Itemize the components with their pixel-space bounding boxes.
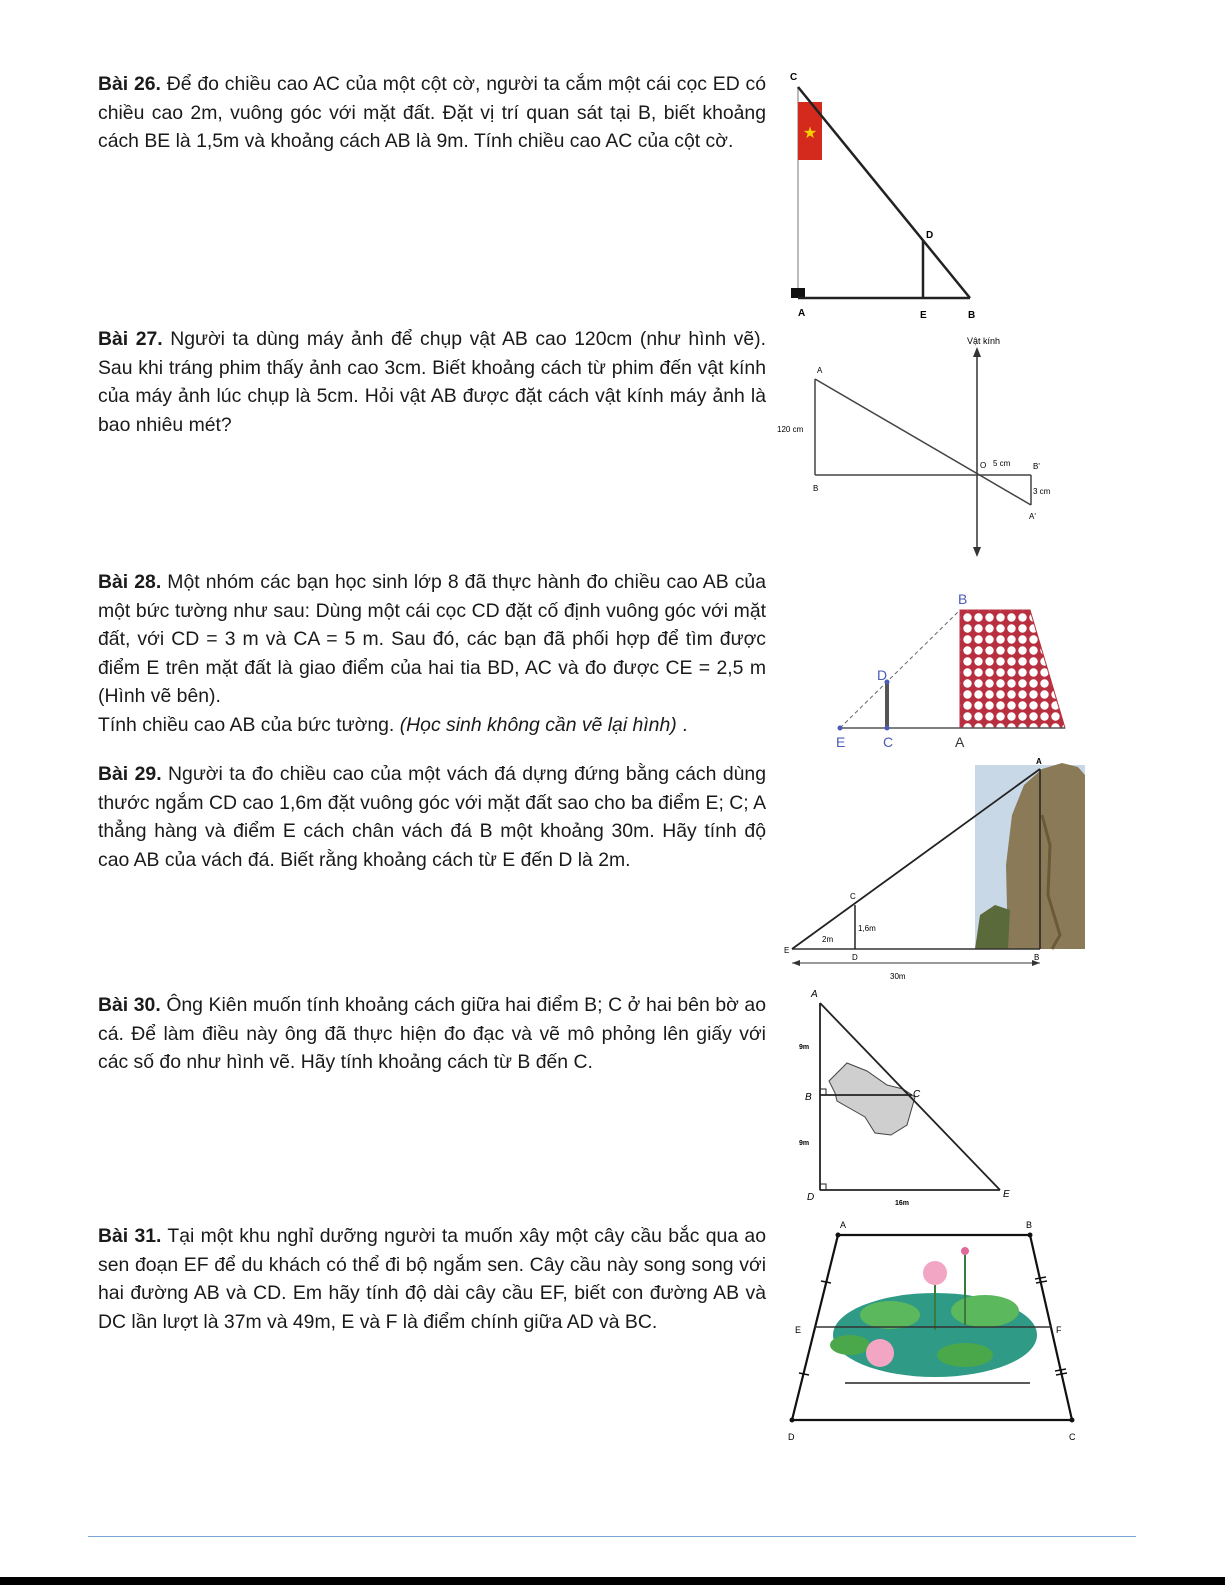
label-9m-bottom: 9m — [799, 1140, 810, 1147]
figure-wall — [830, 590, 1080, 750]
lotus-bud — [961, 1247, 969, 1255]
problem-30 — [98, 991, 766, 1077]
lotus-leaf — [951, 1295, 1019, 1327]
figure-fishpond — [795, 985, 1025, 1210]
tick-fc-1 — [1055, 1369, 1066, 1371]
lotus-flower — [866, 1339, 894, 1367]
label-b: B — [813, 484, 819, 493]
problem-end: . — [682, 713, 688, 736]
label-a: A — [817, 366, 823, 375]
label-30m: 30m — [890, 972, 906, 981]
flag-star-icon: ★ — [802, 125, 818, 142]
label-b: B — [968, 310, 976, 321]
bottom-edge — [0, 1577, 1225, 1585]
label-e: E — [920, 310, 927, 321]
problem-number: Bài 31. — [98, 1225, 162, 1247]
label-a2: A' — [1029, 512, 1036, 521]
point-a — [836, 1233, 841, 1238]
label-1-6m: 1,6m — [858, 924, 876, 933]
sight-line — [798, 87, 970, 298]
problem-text: Ông Kiên muốn tính khoảng cách giữa hai điểm B; C ở hai bên bờ ao cá. Để làm điều này ông đã thực hiện đo đạc và vẽ mô phỏng lên giấy với các số đo như hình vẽ. Hãy tính khoảng cách từ B đến C. — [98, 994, 767, 1073]
figure-cliff — [780, 755, 1085, 990]
lotus-leaf — [830, 1335, 870, 1355]
footer-divider — [88, 1536, 1136, 1537]
label-b: B — [1034, 953, 1040, 962]
figure-lotus-pond — [780, 1215, 1090, 1450]
tick-fc-2 — [1056, 1373, 1067, 1375]
label-f: F — [1056, 1325, 1062, 1335]
problem-number: Bài 26. — [98, 73, 161, 95]
label-o: O — [980, 461, 987, 470]
label-d: D — [852, 953, 858, 962]
ray-eb — [840, 610, 960, 728]
label-5cm: 5 cm — [993, 459, 1011, 468]
label-d: D — [788, 1432, 795, 1442]
label-d: D — [926, 230, 934, 241]
problem-number: Bài 29. — [98, 763, 162, 785]
label-a: A — [955, 734, 965, 750]
problem-number: Bài 27. — [98, 328, 163, 350]
label-a: A — [1036, 757, 1042, 766]
label-e: E — [795, 1325, 802, 1335]
label-e: E — [1003, 1189, 1010, 1200]
point-b — [1028, 1233, 1033, 1238]
label-c: C — [790, 72, 798, 83]
label-c: C — [913, 1089, 921, 1100]
label-a: A — [811, 989, 818, 1000]
label-lens: Vật kính — [967, 336, 1001, 346]
label-d: D — [807, 1192, 815, 1203]
pond-shape — [829, 1063, 915, 1135]
problem-28 — [98, 568, 766, 739]
problem-question: Tính chiều cao AB của bức tường. — [98, 713, 395, 736]
label-d: D — [877, 667, 888, 683]
label-c: C — [850, 892, 856, 901]
label-b2: B' — [1033, 462, 1040, 471]
label-e: E — [836, 734, 846, 750]
arrow-left-icon — [792, 960, 800, 966]
label-c: C — [1069, 1432, 1076, 1442]
problem-27 — [98, 325, 766, 439]
problem-text: Tại một khu nghỉ dưỡng người ta muốn xây một cây cầu bắc qua ao sen đoạn EF để du khách có thể đi bộ ngắm sen. Cây cầu này song song với hai đường AB và CD. Em hãy tính độ dài cây cầu EF, biết con đường AB và DC lần lượt là 37m và 49m, E và F là điểm chính giữa AD và BC. — [98, 1225, 766, 1333]
right-angle-d — [820, 1184, 826, 1190]
point-e — [838, 726, 843, 731]
lotus-leaf — [937, 1343, 993, 1367]
problem-number: Bài 30. — [98, 994, 161, 1016]
tick-bf-2 — [1036, 1281, 1047, 1283]
wall-ab — [960, 610, 1065, 728]
problem-text: Người ta đo chiều cao của một vách đá dựng đứng bằng cách dùng thước ngắm CD cao 1,6m đặt vuông góc với mặt đất sao cho ba điểm E; C; A thẳng hàng và điểm E cách chân vách đá B một khoảng 30m. Hãy tính độ cao AB của vách đá. Biết rằng khoảng cách từ E đến D là 2m. — [98, 763, 766, 871]
label-b: B — [1026, 1220, 1033, 1230]
label-120cm: 120 cm — [777, 425, 804, 434]
problem-number: Bài 28. — [98, 571, 162, 593]
label-9m-top: 9m — [799, 1044, 810, 1051]
point-c — [1070, 1418, 1075, 1423]
problem-29 — [98, 760, 766, 874]
label-b: B — [805, 1092, 812, 1103]
problem-text: Một nhóm các bạn học sinh lớp 8 đã thực hành đo chiều cao AB của một bức tường như sau: Dùng một cái cọc CD đặt cố định vuông góc với mặt đất, với CD = 3 m và CA = 5 m. Sau đó, các bạn đã phối hợp để tìm được điểm E trên mặt đất là giao điểm của hai tia BD, AC và đo được CE = 2,5 m (Hình vẽ bên). — [98, 571, 766, 707]
tick-ae — [821, 1281, 831, 1283]
lotus-flower — [923, 1261, 947, 1285]
label-a: A — [798, 308, 806, 319]
right-angle-b — [820, 1089, 826, 1095]
problem-text: Người ta dùng máy ảnh để chụp vật AB cao 120cm (như hình vẽ). Sau khi tráng phim thấy ảnh cao 3cm. Biết khoảng cách từ phim đến vật kính của máy ảnh lúc chụp là 5cm. Hỏi vật AB được đặt cách vật kính máy ảnh là bao nhiêu mét? — [98, 328, 766, 436]
figure-camera — [775, 335, 1065, 560]
label-e: E — [784, 946, 790, 955]
label-b: B — [958, 591, 968, 607]
point-d — [790, 1418, 795, 1423]
figure-flagpole — [780, 62, 1000, 327]
problem-note: (Học sinh không cần vẽ lại hình) — [399, 713, 677, 736]
lotus-leaf — [860, 1301, 920, 1329]
label-3cm: 3 cm — [1033, 487, 1051, 496]
label-2m: 2m — [822, 935, 834, 944]
tick-ed — [799, 1373, 809, 1375]
problem-31 — [98, 1222, 766, 1336]
ray-aa2 — [815, 379, 1031, 505]
arrow-down-icon — [973, 547, 981, 557]
label-16m: 16m — [895, 1200, 910, 1207]
problem-26 — [98, 70, 766, 156]
point-c — [885, 726, 890, 731]
problem-text: Để đo chiều cao AC của một cột cờ, người ta cắm một cái cọc ED có chiều cao 2m, vuông góc với mặt đất. Đặt vị trí quan sát tại B, biết khoảng cách BE là 1,5m và khoảng cách AB là 9m. Tính chiều cao AC của cột cờ. — [98, 73, 766, 152]
label-c: C — [883, 734, 894, 750]
tick-bf-1 — [1035, 1277, 1046, 1279]
label-a: A — [840, 1220, 847, 1230]
arrow-up-icon — [973, 347, 981, 357]
pole-base — [791, 288, 805, 298]
